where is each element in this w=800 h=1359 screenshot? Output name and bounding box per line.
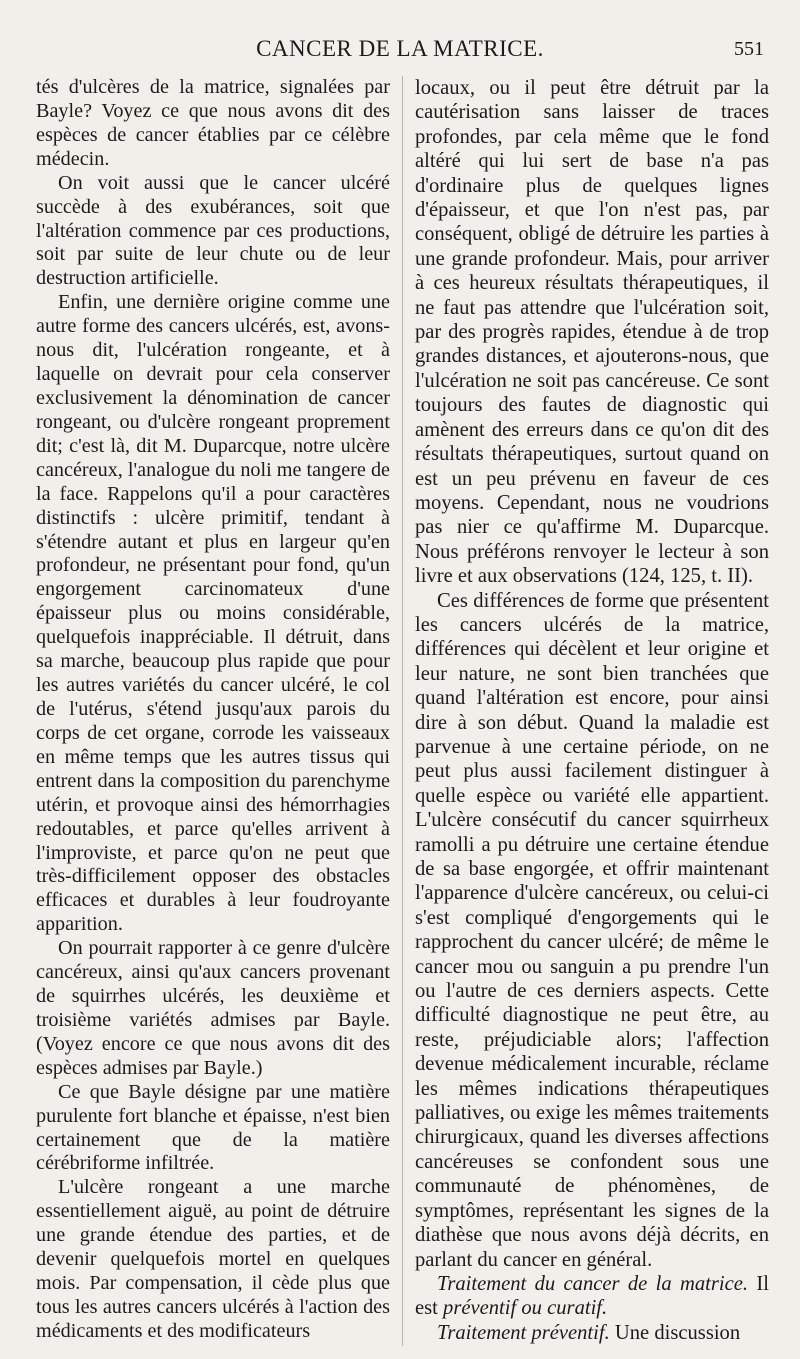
paragraph: Ces différences de forme que présentent les cancers ulcérés de la matrice, différences qui décèlent et leur origine et leur nature, ne sont bien tranchées que quand l'altération est encore, pour ainsi dire à son début. Quand la maladie est parvenue à une certaine période, on ne peut plus aussi facilement distinguer à quelle espèce ou variété elle appartient. L'ulcère consécutif du cancer squirrheux ramolli a pu détruire une certaine étendue de sa base engorgée, et offrir maintenant l'apparence d'ulcère cancéreux, ou celui-ci s'est compliqué d'engorgements qui le rapprochent du cancer ulcéré; de même le cancer mou ou sanguin a pu prendre l'un ou l'autre de ces derniers aspects. Cette difficulté diagnostique ne peut être, au reste, préjudiciable alors; l'affection devenue médicalement incurable, réclame les mêmes indications thérapeutiques palliatives, ou exige les mêmes traitements chirurgicaux, quand les diverses affections cancéreuses se confondent sous une communauté de phénomènes, de symptômes, représentant les signes de la diathèse que nous avons déjà décrits, en parlant du cancer en général. xyxy=(415,589,769,1271)
paragraph: tés d'ulcères de la matrice, signalées par Bayle? Voyez ce que nous avons dit des espèces de cancer établies par ce célèbre médecin. xyxy=(36,76,390,170)
emphasized-terms: préventif ou curatif. xyxy=(443,1297,608,1320)
page-number: 551 xyxy=(734,38,764,60)
paragraph: On voit aussi que le cancer ulcéré succède à des exubérances, soit que l'altération commence par ces productions, soit par suite de leur chute ou de leur destruction artificielle. xyxy=(36,171,390,290)
paragraph-text: Il est xyxy=(415,1272,769,1320)
left-column xyxy=(36,76,390,1344)
section-heading: Traitement du cancer de la matrice. xyxy=(437,1272,749,1295)
page-header xyxy=(0,36,800,76)
section-heading: Traitement préventif. xyxy=(437,1321,610,1344)
paragraph: On pourrait rapporter à ce genre d'ulcère cancéreux, ainsi qu'aux cancers provenant de squirrhes ulcérés, les deuxième et troisième variétés admises par Bayle. (Voyez encore ce que nous avons dit des espèces admises par Bayle.) xyxy=(36,937,390,1079)
paragraph xyxy=(415,1272,769,1321)
paragraph: locaux, ou il peut être détruit par la cautérisation sans laisser de traces profondes, par cela même que le fond altéré qui lui sert de base n'a pas d'ordinaire plus de quelques lignes d'épaisseur, et que l'on n'est pas, par conséquent, obligé de détruire les parties à une grande profondeur. Mais, pour arriver à ces heureux résultats thérapeutiques, il ne faut pas attendre que l'ulcération soit, par des progrès rapides, étendue à de trop grandes distances, et ajouterons-nous, que l'ulcération ne soit pas cancéreuse. Ce sont toujours des fautes de diagnostic qui amènent des erreurs dans ce qu'on dit des résultats thérapeutiques, surtout quand on est un peu prévenu en faveur de ces moyens. Cependant, nous ne voudrions pas nier ce qu'affirme M. Duparcque. Nous préférons renvoyer le lecteur à son livre et aux observations (124, 125, t. II). xyxy=(415,77,769,588)
paragraph xyxy=(415,1321,769,1345)
paragraph-text: Une discussion xyxy=(609,1321,741,1344)
paragraph: Ce que Bayle désigne par une matière purulente fort blanche et épaisse, n'est bien certainement que de la matière cérébriforme infiltrée. xyxy=(36,1080,390,1175)
paragraph: Enfin, une dernière origine comme une autre forme des cancers ulcérés, est, avons-nous dit, l'ulcération rongeante, et à laquelle on devrait pour cela conserver exclusivement la dénomination de cancer rongeant, ou d'ulcère rongeant proprement dit; c'est là, dit M. Duparcque, notre ulcère cancéreux, l'analogue du noli me tangere de la face. Rappelons qu'il a pour caractères distinctifs : ulcère primitif, tendant à s'étendre autant et plus en largeur qu'en profondeur, ne présentant pour fond, qu'un engorgement carcinomateux d'une épaisseur plus ou moins considérable, quelquefois inappréciable. Il détruit, dans sa marche, beaucoup plus rapide que pour les autres variétés du cancer ulcéré, le col de l'utérus, s'étend jusqu'aux parois du corps de cet organe, corrode les vaisseaux en même temps que les autres tissus qui entrent dans la composition du parenchyme utérin, et provoque ainsi des hémorrhagies redoutables, et parce qu'elles arrivent à l'improviste, et parce qu'on ne peut que très-difficilement opposer des obstacles efficaces et durables à leur foudroyante apparition. xyxy=(36,291,390,936)
right-column xyxy=(415,76,769,1345)
paragraph: L'ulcère rongeant a une marche essentiellement aiguë, au point de détruire une grande étendue des parties, et de devenir quelquefois mortel en quelques mois. Par compensation, il cède plus que tous les autres cancers ulcérés à l'action des médicaments et des modificateurs xyxy=(36,1176,390,1342)
column-divider xyxy=(402,76,403,1346)
running-title: CANCER DE LA MATRICE. xyxy=(256,36,544,61)
